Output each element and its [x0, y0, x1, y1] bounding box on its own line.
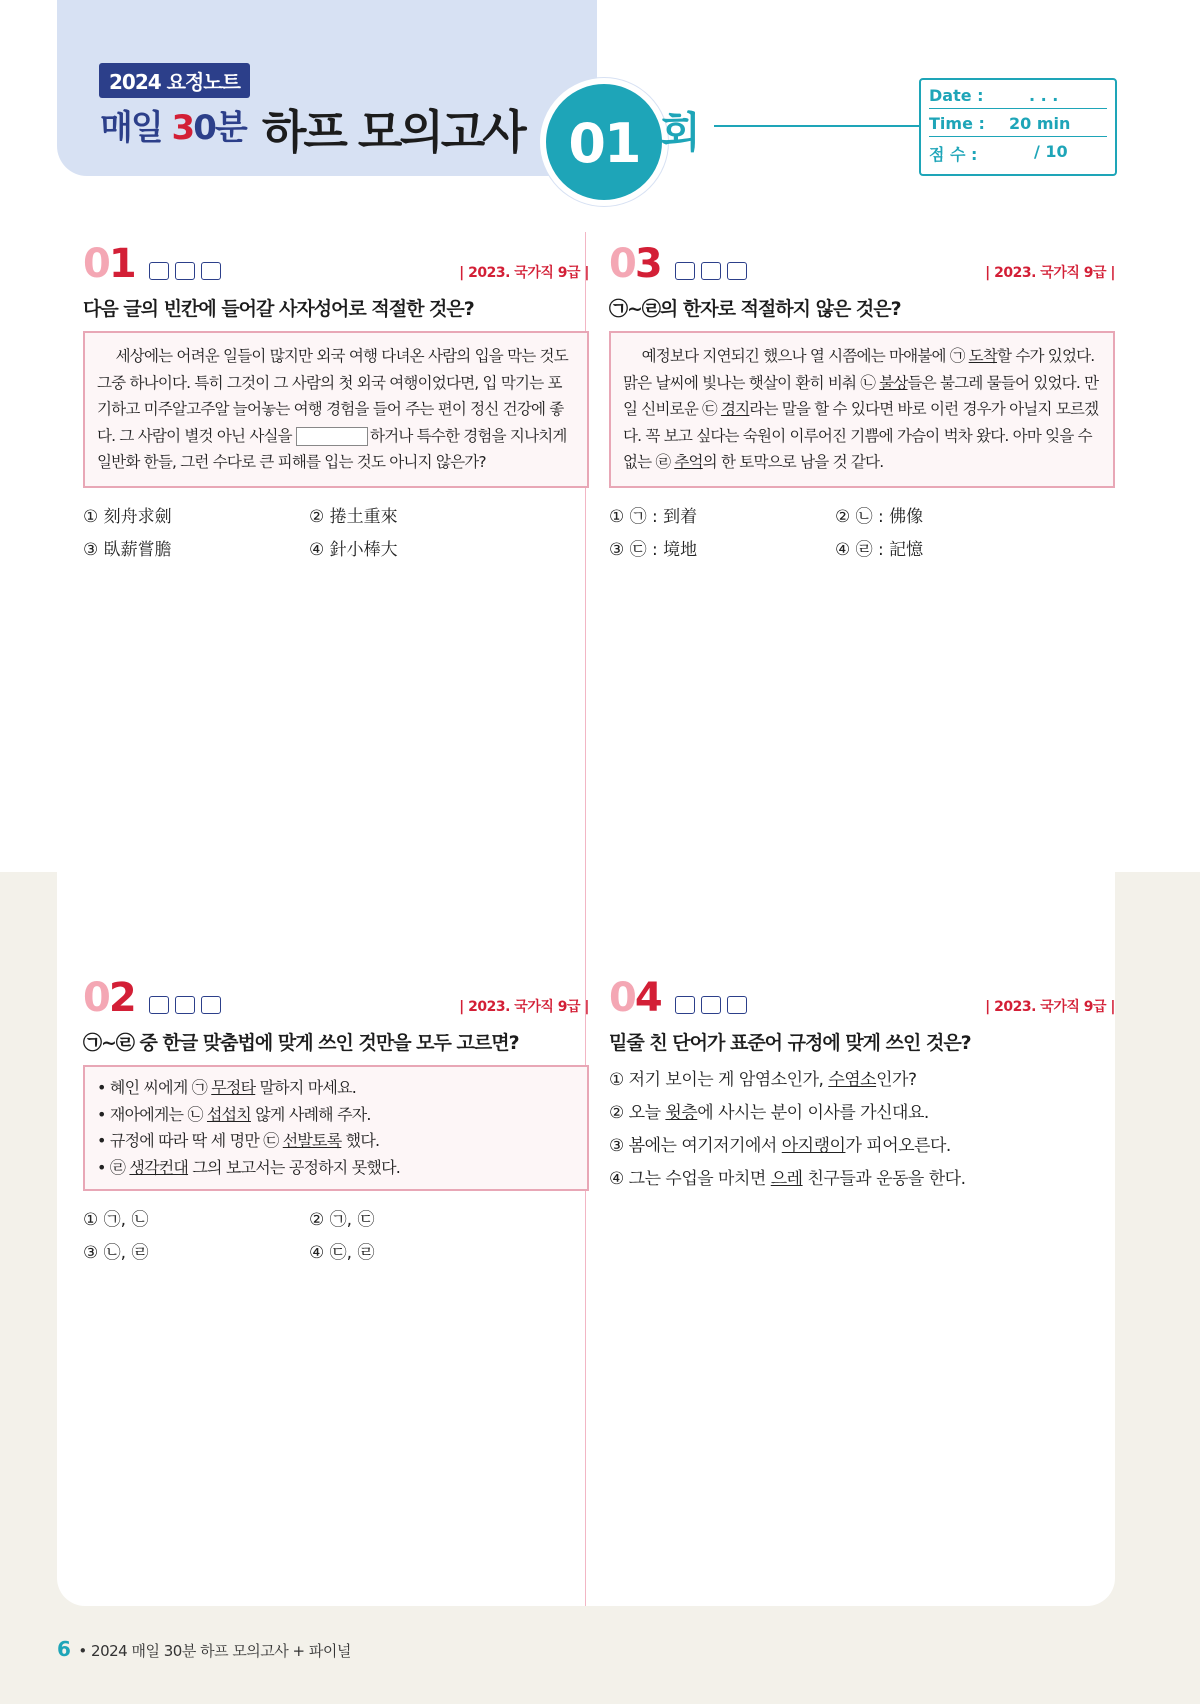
passage-text: 예정보다 지연되긴 했으나 열 시쯤에는 마애불에 ㉠ 도착할 수가 있었다. 맑은 날씨에 빛나는 햇살이 환히 비춰 ㉡ 불상들은 불그레 물들어 있었다. 만일 신비로운 ㉢ 경지라는 말을 할 수 있다면 바로 이런 경우가 아닐지 모르겠다. 꼭 보고 싶다는 숙원이 이루어진 기쁨에 가슴이 벅차 왔다. 아마 잊을 수 없는 ㉣ 추억의 한 토막으로 남을 것 같다. — [623, 347, 1099, 471]
option[interactable]: ② 오늘 윗층에 사시는 분이 이사를 가신대요. — [609, 1103, 929, 1123]
question-text: ㉠~㉣의 한자로 적절하지 않은 것은? — [609, 298, 901, 320]
content-sheet — [57, 0, 1115, 1606]
test-info-box — [919, 78, 1117, 176]
question-number: 03 — [609, 241, 661, 287]
example-box — [83, 1065, 589, 1191]
checkbox[interactable] — [149, 262, 169, 280]
checkbox[interactable] — [727, 262, 747, 280]
answer-options — [609, 1065, 1115, 1189]
question-text: ㉠~㉣ 중 한글 맞춤법에 맞게 쓰인 것만을 모두 고르면? — [83, 1032, 519, 1054]
passage-text: 세상에는 어려운 일들이 많지만 외국 여행 다녀온 사람의 입을 막는 것도 그중 하나이다. 특히 그것이 그 사람의 첫 외국 여행이었다면, 입 막기는 포기하고 미주알고주알 늘어놓는 여행 경험을 들어 주는 편이 정신 건강에 좋다. 그 사람이 별것 아닌 사실을 하거나 특수한 경험을 지나치게 일반화 한들, 그런 수다로 큰 피해를 입는 것도 아니지 않은가? — [97, 347, 568, 471]
question-number: 02 — [83, 975, 135, 1021]
round-number: 01 — [568, 112, 640, 175]
checkbox[interactable] — [149, 996, 169, 1014]
answer-options — [83, 502, 589, 560]
passage-box — [83, 331, 589, 488]
example-line: • 혜인 씨에게 ㉠ 무정타 말하지 마세요. — [97, 1078, 357, 1097]
option[interactable]: ① ㉠ : 到着 — [609, 506, 698, 527]
option[interactable]: ③ 臥薪嘗膽 — [83, 539, 172, 560]
option[interactable]: ① 저기 보이는 게 암염소인가, 수염소인가? — [609, 1070, 917, 1090]
question-header — [609, 242, 1115, 290]
question-number: 04 — [609, 975, 661, 1021]
checkbox[interactable] — [675, 996, 695, 1014]
option[interactable]: ① ㉠, ㉡ — [83, 1210, 149, 1230]
example-line: • 규정에 따라 딱 세 명만 ㉢ 선발토록 했다. — [97, 1131, 380, 1150]
option[interactable]: ③ ㉢ : 境地 — [609, 539, 698, 560]
answer-options — [83, 1205, 589, 1263]
page-number: 6 — [57, 1637, 71, 1661]
question-01 — [83, 242, 589, 560]
passage-box — [609, 331, 1115, 488]
question-text: 다음 글의 빈칸에 들어갈 사자성어로 적절한 것은? — [83, 298, 474, 320]
question-source: | 2023. 국가직 9급 | — [459, 265, 589, 281]
question-source: | 2023. 국가직 9급 | — [985, 265, 1115, 281]
round-number-badge — [540, 78, 668, 206]
option[interactable]: ② ㉠, ㉢ — [309, 1210, 375, 1230]
checkbox[interactable] — [175, 996, 195, 1014]
question-source: | 2023. 국가직 9급 | — [459, 999, 589, 1015]
example-line: • ㉣ 생각컨대 그의 보고서는 공정하지 못했다. — [97, 1157, 401, 1177]
option[interactable]: ② 捲土重來 — [309, 506, 398, 527]
question-header — [83, 242, 589, 290]
question-03 — [609, 242, 1115, 560]
blank-box — [296, 427, 368, 446]
date-row: Date : . . . — [929, 82, 1107, 109]
option[interactable]: ④ 그는 수업을 마치면 으레 친구들과 운동을 한다. — [609, 1169, 966, 1189]
brand-title: 매일 30분 — [100, 108, 246, 148]
checkbox[interactable] — [175, 262, 195, 280]
option[interactable]: ④ 針小棒大 — [309, 539, 398, 560]
series-badge: 2024 요정노트 — [99, 63, 250, 98]
example-line: • 재아에게는 ㉡ 섭섭치 않게 사례해 주자. — [97, 1104, 371, 1124]
question-text: 밑줄 친 단어가 표준어 규정에 맞게 쓰인 것은? — [609, 1032, 971, 1054]
page-title: 하프 모의고사 — [262, 105, 524, 159]
option[interactable]: ② ㉡ : 佛像 — [835, 506, 924, 527]
checkbox[interactable] — [675, 262, 695, 280]
question-source: | 2023. 국가직 9급 | — [985, 999, 1115, 1015]
time-row: Time : 20 min — [929, 110, 1107, 137]
checkbox[interactable] — [201, 996, 221, 1014]
answer-options — [609, 502, 1115, 560]
option[interactable]: ① 刻舟求劍 — [83, 506, 172, 527]
question-header — [83, 976, 589, 1024]
header-rule — [714, 125, 920, 127]
checkbox[interactable] — [701, 996, 721, 1014]
question-04 — [609, 976, 1115, 1197]
checkbox[interactable] — [701, 262, 721, 280]
option[interactable]: ④ ㉣ : 記憶 — [835, 539, 924, 560]
option[interactable]: ④ ㉢, ㉣ — [309, 1243, 375, 1263]
footer-text: • 2024 매일 30분 하프 모의고사 + 파이널 — [78, 1642, 351, 1660]
option[interactable]: ③ ㉡, ㉣ — [83, 1243, 149, 1263]
question-number: 01 — [83, 241, 135, 287]
option[interactable]: ③ 봄에는 여기저기에서 아지랭이가 피어오른다. — [609, 1136, 951, 1156]
round-suffix: 회 — [660, 108, 701, 157]
question-header — [609, 976, 1115, 1024]
page-footer — [57, 1637, 351, 1661]
checkbox[interactable] — [727, 996, 747, 1014]
checkbox[interactable] — [201, 262, 221, 280]
question-02 — [83, 976, 589, 1263]
score-row: 점 수 : / 10 — [929, 142, 1068, 164]
